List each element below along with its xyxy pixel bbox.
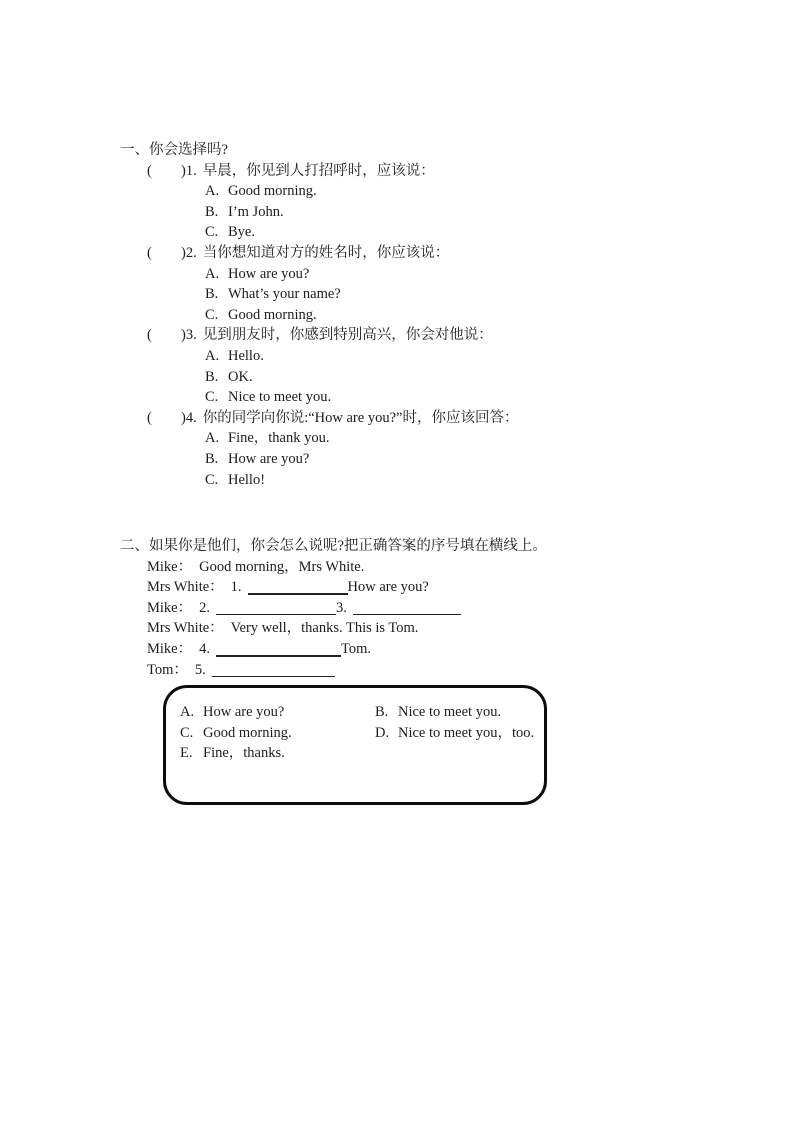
option-label: C. xyxy=(205,306,219,323)
question-2-option-c xyxy=(205,305,793,326)
option-text: Hello! xyxy=(228,471,266,488)
option-label: A. xyxy=(205,347,220,364)
answer-blank-2 xyxy=(216,614,336,615)
option-text: Good morning. xyxy=(228,183,317,200)
question-text: 见到朋友时，你感到特别高兴，你会对他说： xyxy=(202,327,493,344)
question-2-option-b xyxy=(205,284,793,305)
answer-box-row-1 xyxy=(166,702,544,723)
question-3-option-a xyxy=(205,346,793,367)
option-label: B. xyxy=(375,704,389,721)
question-2-option-a xyxy=(205,264,793,285)
option-text: Fine，thank you. xyxy=(228,430,330,447)
question-4-option-b xyxy=(205,449,793,470)
question-text: 你的同学向你说:“How are you?”时，你应该回答： xyxy=(202,409,519,426)
speaker-name: Mrs White： xyxy=(147,620,224,637)
question-4-option-a xyxy=(205,428,793,449)
speaker-name: Tom： xyxy=(147,661,188,678)
option-label: B. xyxy=(205,203,219,220)
speaker-name: Mike： xyxy=(147,641,193,658)
question-1-option-b xyxy=(205,202,793,223)
blank-number: 2. xyxy=(199,599,210,616)
section2-heading: 二、如果你是他们，你会怎么说呢?把正确答案的序号填在横线上。 xyxy=(120,538,547,555)
option-text: What’s your name? xyxy=(228,286,341,303)
option-text: How are you? xyxy=(203,704,285,721)
option-label: B. xyxy=(205,450,219,467)
question-text: 早晨，你见到人打招呼时，应该说： xyxy=(202,162,435,179)
blank-number: 5. xyxy=(194,661,206,678)
answer-box-row-3 xyxy=(166,743,544,764)
box-option-c xyxy=(180,723,292,744)
dialogue-text: Tom. xyxy=(340,641,371,658)
option-label: A. xyxy=(180,704,195,721)
answer-bracket: ( xyxy=(147,409,152,426)
option-label: A. xyxy=(205,265,220,282)
option-label: C. xyxy=(180,724,194,741)
dialogue-line-6 xyxy=(147,660,793,681)
option-label: A. xyxy=(205,183,220,200)
answer-bracket: ( xyxy=(147,327,152,344)
option-text: Nice to meet you，too. xyxy=(398,724,535,741)
question-3-option-b xyxy=(205,367,793,388)
speaker-name: Mike： xyxy=(147,558,193,575)
blank-number: 3. xyxy=(335,599,347,616)
option-text: Good morning. xyxy=(228,306,317,323)
answer-bracket: ( xyxy=(147,244,152,261)
dialogue-line-2 xyxy=(147,577,793,598)
answer-box-row-2 xyxy=(166,723,544,744)
question-number: )3. xyxy=(181,327,197,344)
option-label: A. xyxy=(205,430,220,447)
option-text: Good morning. xyxy=(203,724,292,741)
option-label: C. xyxy=(205,224,219,241)
question-4 xyxy=(147,408,793,429)
question-1-option-c xyxy=(205,222,793,243)
dialogue-line-4 xyxy=(147,618,793,639)
option-label: B. xyxy=(205,286,219,303)
box-option-b xyxy=(375,702,501,723)
option-label: D. xyxy=(375,724,390,741)
answer-options-box xyxy=(163,685,547,805)
question-1-option-a xyxy=(205,181,793,202)
blank-number: 4. xyxy=(199,641,210,658)
answer-blank-5 xyxy=(212,676,335,677)
dialogue-line-3 xyxy=(147,598,793,619)
question-4-option-c xyxy=(205,470,793,491)
dialogue-text: Good morning，Mrs White. xyxy=(199,558,365,575)
option-label: B. xyxy=(205,368,219,385)
speaker-name: Mike： xyxy=(147,599,193,616)
option-text: Bye. xyxy=(228,224,255,241)
answer-blank-4 xyxy=(216,655,341,656)
answer-blank-1 xyxy=(248,593,348,594)
option-text: How are you? xyxy=(228,265,310,282)
question-number: )1. xyxy=(181,162,197,179)
box-option-d xyxy=(375,723,534,744)
option-label: E. xyxy=(180,745,193,762)
question-3 xyxy=(147,325,793,346)
box-option-e xyxy=(180,743,285,764)
option-text: Nice to meet you. xyxy=(398,704,502,721)
option-text: OK. xyxy=(228,368,253,385)
option-text: Fine，thanks. xyxy=(203,745,285,762)
dialogue-line-5 xyxy=(147,639,793,660)
blank-number: 1. xyxy=(230,579,242,596)
worksheet-content xyxy=(0,140,793,805)
option-label: C. xyxy=(205,471,219,488)
speaker-name: Mrs White： xyxy=(147,579,224,596)
dialogue-line-1 xyxy=(147,557,793,578)
option-label: C. xyxy=(205,389,219,406)
answer-bracket: ( xyxy=(147,162,152,179)
question-3-option-c xyxy=(205,387,793,408)
dialogue-text: Very well，thanks. This is Tom. xyxy=(230,620,419,637)
question-1 xyxy=(147,161,793,182)
question-number: )4. xyxy=(181,409,197,426)
question-2 xyxy=(147,243,793,264)
option-text: How are you? xyxy=(228,450,310,467)
section1-heading: 一、你会选择吗? xyxy=(120,142,228,158)
option-text: Nice to meet you. xyxy=(228,389,332,406)
dialogue-text: How are you? xyxy=(347,579,429,596)
option-text: Hello. xyxy=(228,347,264,364)
question-number: )2. xyxy=(181,244,197,261)
option-text: I’m John. xyxy=(228,203,284,220)
box-option-a xyxy=(180,702,284,723)
answer-blank-3 xyxy=(353,614,461,615)
question-text: 当你想知道对方的姓名时，你应该说： xyxy=(202,244,450,261)
